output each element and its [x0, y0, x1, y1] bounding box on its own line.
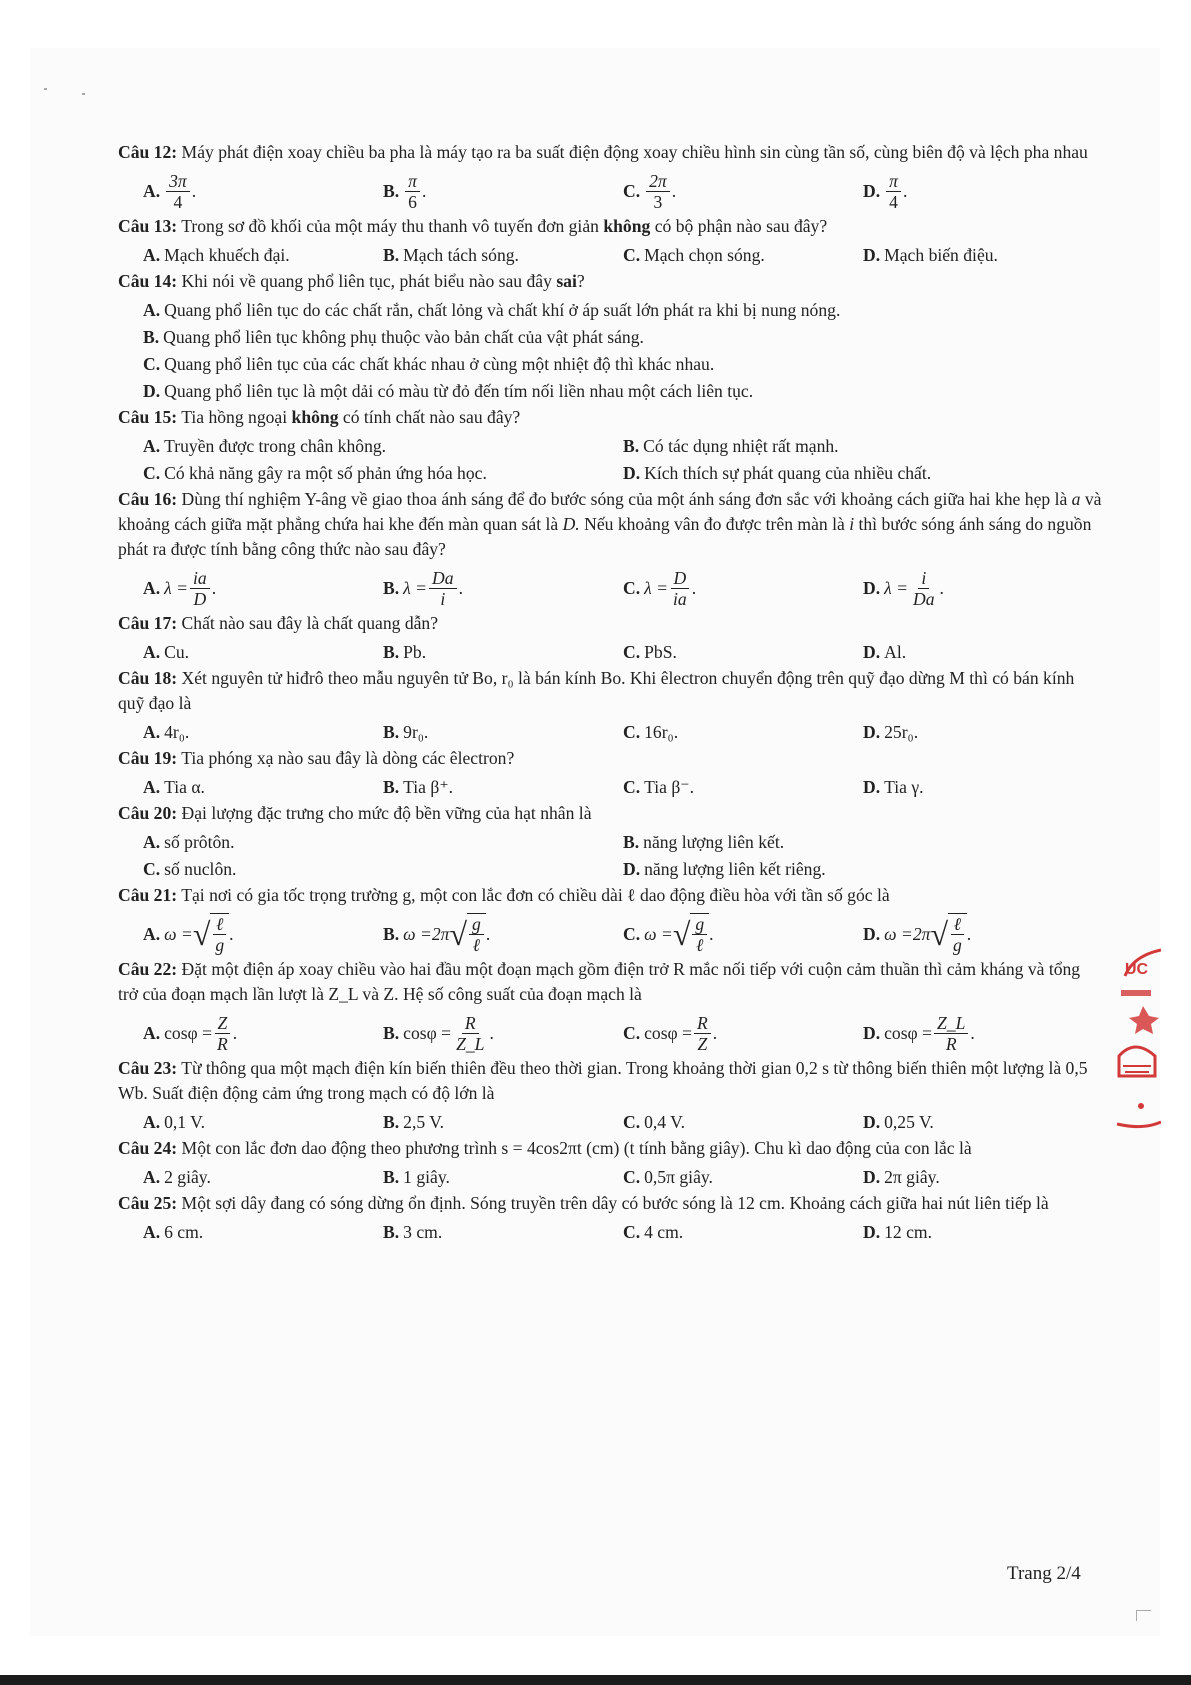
option-a[interactable]: A. cosφ = $\frac{Z}{R}$ .: [143, 1012, 238, 1054]
option-b[interactable]: B. cosφ = $\frac{R}{Z\_L}$ .: [383, 1012, 494, 1054]
option-b[interactable]: B. Có tác dụng nhiệt rất mạnh.: [623, 436, 839, 456]
option-a[interactable]: A. Tia α.: [143, 777, 205, 797]
option-d[interactable]: D. năng lượng liên kết riêng.: [623, 859, 826, 879]
option-c[interactable]: C. số nuclôn.: [143, 859, 237, 879]
option-a[interactable]: A. 2 giây.: [143, 1167, 211, 1187]
question-21: Câu 21: Tại nơi có gia tốc trọng trường g, một con lắc đơn có chiều dài ℓ dao động điều hòa với tần số góc là: [118, 885, 890, 905]
option-c[interactable]: C. $\frac{2\pi}{3}$ .: [623, 170, 677, 212]
question-19-options: [118, 774, 1103, 801]
option-d[interactable]: D. 12 cm.: [863, 1222, 932, 1242]
option-c[interactable]: C. λ = $\frac{D}{ia}$ .: [623, 567, 697, 609]
option-c[interactable]: C. Quang phổ liên tục của các chất khác nhau ở cùng một nhiệt độ thì khác nhau.: [143, 354, 715, 374]
question-17: Câu 17: Chất nào sau đây là chất quang dẫn?: [118, 613, 439, 633]
question-16-options: [118, 565, 1103, 611]
option-a[interactable]: A. ω = √ $\frac{\text{ℓ}}{g}$ .: [143, 914, 234, 955]
stamp-text: UC: [1125, 961, 1149, 978]
option-a[interactable]: A. Cu.: [143, 642, 190, 662]
option-d[interactable]: D. ω = 2π √ $\frac{\text{ℓ}}{g}$ .: [863, 914, 972, 955]
scan-corner-mark: [1136, 1610, 1151, 1621]
question-25-options: [118, 1219, 1103, 1246]
option-d[interactable]: D. 25r₀.: [863, 722, 919, 742]
option-c[interactable]: C. 0,4 V.: [623, 1112, 686, 1132]
option-a[interactable]: A. 6 cm.: [143, 1222, 204, 1242]
option-d[interactable]: D. 0,25 V.: [863, 1112, 934, 1132]
option-b[interactable]: B. ω = 2π √ $\frac{g}{\text{ℓ}}$ .: [383, 914, 491, 955]
question-12: Câu 12: Máy phát điện xoay chiều ba pha là máy tạo ra ba suất điện động xoay chiều hình sin cùng tần số, cùng biên độ và lệch pha nhau: [118, 142, 1088, 162]
question-13-options: [118, 242, 1103, 269]
option-c[interactable]: C. cosφ = $\frac{R}{Z}$ .: [623, 1012, 718, 1054]
option-d[interactable]: D. Tia γ.: [863, 777, 924, 797]
option-c[interactable]: C. 0,5π giây.: [623, 1167, 713, 1187]
option-a[interactable]: A. số prôtôn.: [143, 832, 235, 852]
option-c[interactable]: C. 16r₀.: [623, 722, 679, 742]
option-b[interactable]: B. Quang phổ liên tục không phụ thuộc vào bản chất của vật phát sáng.: [143, 327, 644, 347]
option-b[interactable]: B. 3 cm.: [383, 1222, 443, 1242]
option-b[interactable]: B. 9r₀.: [383, 722, 429, 742]
option-a[interactable]: A. Truyền được trong chân không.: [143, 436, 387, 456]
option-a[interactable]: A. λ = $\frac{ia}{D}$ .: [143, 567, 217, 609]
option-a[interactable]: A. Quang phổ liên tục do các chất rắn, chất lỏng và chất khí ở áp suất lớn phát ra khi bị nung nóng.: [143, 300, 841, 320]
option-c[interactable]: C. ω = √ $\frac{g}{\text{ℓ}}$ .: [623, 914, 714, 955]
red-stamp-seal: [1113, 946, 1161, 1144]
question-12-options: [118, 168, 1103, 214]
question-23-options: [118, 1109, 1103, 1136]
question-15: Câu 15: Tia hồng ngoại không có tính chất nào sau đây?: [118, 407, 521, 427]
option-b[interactable]: B. Tia β⁺.: [383, 777, 454, 797]
question-25: Câu 25: Một sợi dây đang có sóng dừng ổn định. Sóng truyền trên dây có bước sóng là 12 cm. Khoảng cách giữa hai nút liên tiếp là: [118, 1193, 1049, 1213]
page-number: Trang 2/4: [1007, 1563, 1081, 1584]
option-c[interactable]: C. 4 cm.: [623, 1222, 684, 1242]
exam-content: [118, 140, 1103, 1246]
option-b[interactable]: B. $\frac{\pi}{6}$ .: [383, 170, 427, 212]
question-19: Câu 19: Tia phóng xạ nào sau đây là dòng các êlectron?: [118, 748, 515, 768]
option-d[interactable]: D. cosφ = $\frac{Z\_L}{R}$ .: [863, 1012, 975, 1054]
option-b[interactable]: B. 2,5 V.: [383, 1112, 445, 1132]
option-a[interactable]: A. Mạch khuếch đại.: [143, 245, 290, 265]
question-21-options: [118, 911, 1103, 957]
bottom-edge: [0, 1675, 1191, 1685]
option-a[interactable]: A. 0,1 V.: [143, 1112, 206, 1132]
option-c[interactable]: C. PbS.: [623, 642, 677, 662]
question-20-options: [118, 829, 1103, 883]
option-d[interactable]: D. 2π giây.: [863, 1167, 940, 1187]
question-14: Câu 14: Khi nói về quang phổ liên tục, phát biểu nào sau đây sai?: [118, 271, 585, 291]
question-23: Câu 23: Từ thông qua một mạch điện kín biến thiên đều theo thời gian. Trong khoảng thời gian 0,2 s từ thông biến thiên một lượng là 0,5 Wb. Suất điện động cảm ứng trong mạch có độ lớn là: [118, 1058, 1088, 1103]
question-13: Câu 13: Trong sơ đồ khối của một máy thu thanh vô tuyến đơn giản không có bộ phận nào sau đây?: [118, 216, 828, 236]
option-d[interactable]: D. Mạch biến điệu.: [863, 245, 998, 265]
option-a[interactable]: A. 4r₀.: [143, 722, 190, 742]
option-c[interactable]: C. Có khả năng gây ra một số phản ứng hóa học.: [143, 463, 487, 483]
option-d[interactable]: D. Al.: [863, 642, 907, 662]
option-c[interactable]: C. Tia β⁻.: [623, 777, 694, 797]
scan-speck: [44, 88, 47, 90]
question-24: Câu 24: Một con lắc đơn dao động theo phương trình s = 4cos2πt (cm) (t tính bằng giây). Chu kì dao động của con lắc là: [118, 1138, 972, 1158]
question-16: Câu 16: Dùng thí nghiệm Y-âng về giao thoa ánh sáng để đo bước sóng của một ánh sáng đơn sắc với khoảng cách giữa hai khe hẹp là a và khoảng cách giữa mặt phẳng chứa hai khe đến màn quan sát là D. Nếu khoảng vân đo được trên màn là i thì bước sóng ánh sáng do nguồn phát ra được tính bằng công thức nào sau đây?: [118, 489, 1102, 559]
option-b[interactable]: B. năng lượng liên kết.: [623, 832, 785, 852]
question-15-options: [118, 433, 1103, 487]
option-b[interactable]: B. Mạch tách sóng.: [383, 245, 519, 265]
question-22-options: [118, 1010, 1103, 1056]
option-d[interactable]: D. Quang phổ liên tục là một dải có màu từ đỏ đến tím nối liền nhau một cách liên tục.: [143, 381, 754, 401]
option-c[interactable]: C. Mạch chọn sóng.: [623, 245, 765, 265]
option-d[interactable]: D. λ = $\frac{i}{Da}$ .: [863, 567, 944, 609]
question-14-options: [118, 297, 1103, 405]
option-b[interactable]: B. 1 giây.: [383, 1167, 450, 1187]
question-22: Câu 22: Đặt một điện áp xoay chiều vào hai đầu một đoạn mạch gồm điện trở R mắc nối tiếp với cuộn cảm thuần thì cảm kháng và tổng trở của đoạn mạch lần lượt là Z_L và Z. Hệ số công suất của đoạn mạch là: [118, 959, 1081, 1004]
option-b[interactable]: B. λ = $\frac{Da}{i}$ .: [383, 567, 463, 609]
option-d[interactable]: D. Kích thích sự phát quang của nhiều chất.: [623, 463, 932, 483]
option-d[interactable]: D. $\frac{\pi}{4}$ .: [863, 170, 908, 212]
question-17-options: [118, 639, 1103, 666]
question-18: Câu 18: Xét nguyên tử hiđrô theo mẫu nguyên tử Bo, r₀ là bán kính Bo. Khi êlectron chuyển động trên quỹ đạo dừng M thì có bán kính quỹ đạo là: [118, 668, 1075, 713]
option-a[interactable]: A. $\frac{3\pi}{4}$ .: [143, 170, 197, 212]
option-b[interactable]: B. Pb.: [383, 642, 427, 662]
scan-speck: [82, 93, 85, 95]
question-20: Câu 20: Đại lượng đặc trưng cho mức độ bền vững của hạt nhân là: [118, 803, 592, 823]
question-18-options: [118, 719, 1103, 746]
question-24-options: [118, 1164, 1103, 1191]
